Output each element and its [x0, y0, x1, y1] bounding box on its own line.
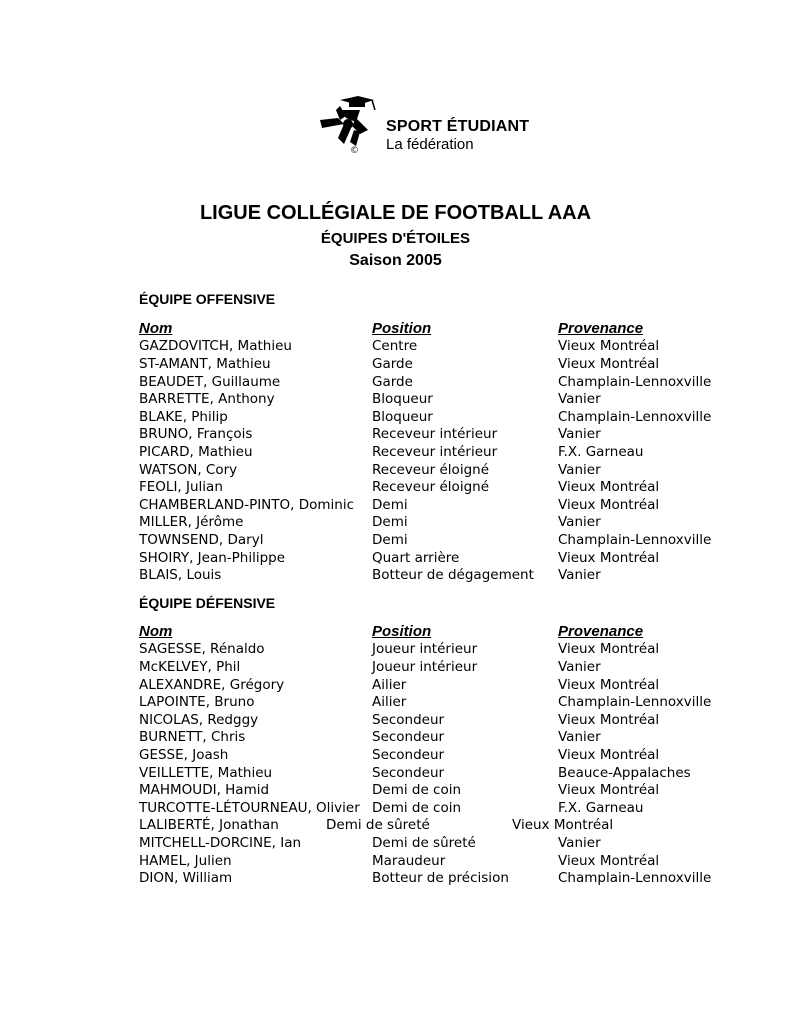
column-header-name: Nom: [139, 623, 173, 641]
player-origin: Vieux Montréal: [558, 549, 660, 566]
player-name: LALIBERTÉ, Jonathan: [139, 817, 279, 834]
player-origin: F.X. Garneau: [558, 799, 644, 816]
logo-name: SPORT ÉTUDIANT: [386, 118, 530, 135]
table-row: [139, 852, 758, 870]
player-origin: Vanier: [558, 834, 601, 851]
player-position: Ailier: [372, 676, 407, 693]
player-origin: Vieux Montréal: [558, 782, 660, 799]
copyright-symbol: ©: [350, 146, 359, 156]
player-position: Botteur de précision: [372, 870, 509, 887]
table-row: [139, 390, 758, 408]
player-name: DION, William: [139, 870, 233, 887]
table-row: [139, 764, 758, 782]
table-row: [139, 641, 758, 659]
defense-roster-table: [139, 623, 758, 887]
offense-roster-table: [139, 320, 758, 584]
player-name: GAZDOVITCH, Mathieu: [139, 338, 292, 355]
player-origin: Vieux Montréal: [558, 479, 660, 496]
logo-subtitle: La fédération: [386, 136, 474, 153]
player-position: Bloqueur: [372, 391, 433, 408]
player-position: Demi: [372, 531, 408, 548]
player-name: BLAIS, Louis: [139, 567, 222, 584]
column-header-position: Position: [372, 623, 432, 641]
table-row: [139, 514, 758, 532]
table-row: [139, 676, 758, 694]
player-position: Secondeur: [372, 729, 445, 746]
table-row: [139, 834, 758, 852]
column-header-origin: Provenance: [558, 320, 644, 338]
player-origin: F.X. Garneau: [558, 443, 644, 460]
player-origin: Champlain-Lennoxville: [558, 870, 712, 887]
player-origin: Champlain-Lennoxville: [558, 373, 712, 390]
player-position: Bloqueur: [372, 408, 433, 425]
table-row: [139, 478, 758, 496]
player-position: Demi: [372, 514, 408, 531]
player-origin: Champlain-Lennoxville: [558, 531, 712, 548]
table-row: [139, 373, 758, 391]
table-row: [139, 729, 758, 747]
table-header-row: [139, 623, 758, 641]
player-position: Garde: [372, 355, 413, 372]
sport-etudiant-logo: [316, 96, 556, 156]
page-subtitle: ÉQUIPES D'ÉTOILES: [320, 230, 471, 247]
player-position: Secondeur: [372, 711, 445, 728]
table-row: [139, 549, 758, 567]
player-origin: Vanier: [558, 514, 601, 531]
player-name: TOWNSEND, Daryl: [139, 531, 264, 548]
table-row: [139, 658, 758, 676]
table-row: [139, 443, 758, 461]
player-position: Joueur intérieur: [372, 641, 478, 658]
player-name: MILLER, Jérôme: [139, 514, 244, 531]
player-position: Demi de sûreté: [372, 834, 476, 851]
player-name: PICARD, Mathieu: [139, 443, 253, 460]
player-name: BRUNO, François: [139, 426, 253, 443]
player-origin: Vanier: [558, 658, 601, 675]
player-name: MAHMOUDI, Hamid: [139, 782, 270, 799]
player-name: NICOLAS, Redggy: [139, 711, 259, 728]
player-name: SHOIRY, Jean-Philippe: [139, 549, 286, 566]
player-position: Receveur intérieur: [372, 443, 498, 460]
player-name: SAGESSE, Rénaldo: [139, 641, 265, 658]
player-name: TURCOTTE-LÉTOURNEAU, Olivier: [139, 799, 360, 816]
player-position: Secondeur: [372, 746, 445, 763]
player-origin: Vieux Montréal: [558, 676, 660, 693]
player-name: BARRETTE, Anthony: [139, 391, 275, 408]
player-position: Receveur intérieur: [372, 426, 498, 443]
player-name: McKELVEY, Phil: [139, 658, 241, 675]
player-position: Quart arrière: [372, 549, 460, 566]
player-name: HAMEL, Julien: [139, 852, 232, 869]
column-header-position: Position: [372, 320, 432, 338]
player-position: Demi de sûreté: [326, 817, 430, 834]
table-row: [139, 408, 758, 426]
player-position: Demi de coin: [372, 782, 462, 799]
player-position: Ailier: [372, 694, 407, 711]
table-row: [139, 531, 758, 549]
player-origin: Beauce-Appalaches: [558, 764, 691, 781]
table-row: [139, 426, 758, 444]
player-position: Garde: [372, 373, 413, 390]
player-origin: Vieux Montréal: [558, 338, 660, 355]
player-name: GESSE, Joash: [139, 746, 229, 763]
player-name: LAPOINTE, Bruno: [139, 694, 255, 711]
player-origin: Vieux Montréal: [558, 355, 660, 372]
player-position: Demi de coin: [372, 799, 462, 816]
player-origin: Vanier: [558, 391, 601, 408]
page-title: LIGUE COLLÉGIALE DE FOOTBALL AAA: [199, 202, 592, 224]
player-name: BEAUDET, Guillaume: [139, 373, 281, 390]
player-name: MITCHELL-DORCINE, Ian: [139, 834, 302, 851]
table-row: [139, 355, 758, 373]
player-origin: Champlain-Lennoxville: [558, 408, 712, 425]
player-position: Receveur éloigné: [372, 479, 489, 496]
table-row: [139, 711, 758, 729]
table-row: [139, 746, 758, 764]
player-position: Maraudeur: [372, 852, 446, 869]
player-origin: Vieux Montréal: [558, 496, 660, 513]
table-row: [139, 693, 758, 711]
player-origin: Vieux Montréal: [558, 641, 660, 658]
table-row: [139, 566, 758, 584]
column-header-origin: Provenance: [558, 623, 644, 641]
table-row: [139, 496, 758, 514]
player-position: Secondeur: [372, 764, 445, 781]
player-origin: Vanier: [558, 461, 601, 478]
player-position: Demi: [372, 496, 408, 513]
table-row: [139, 338, 758, 356]
table-row: [139, 869, 758, 887]
table-row: [139, 799, 758, 817]
player-origin: Vieux Montréal: [558, 711, 660, 728]
player-name: BURNETT, Chris: [139, 729, 246, 746]
player-position: Botteur de dégagement: [372, 567, 534, 584]
player-name: FEOLI, Julian: [139, 479, 223, 496]
season-label: Saison 2005: [349, 252, 442, 269]
table-row: [139, 817, 758, 835]
table-header-row: [139, 320, 758, 338]
player-name: ST-AMANT, Mathieu: [139, 355, 271, 372]
player-origin: Vanier: [558, 567, 601, 584]
player-name: WATSON, Cory: [139, 461, 238, 478]
table-row: [139, 781, 758, 799]
player-origin: Vieux Montréal: [558, 746, 660, 763]
player-name: CHAMBERLAND-PINTO, Dominic: [139, 496, 355, 513]
player-origin: Vieux Montréal: [558, 852, 660, 869]
player-position: Centre: [372, 338, 418, 355]
player-origin: Champlain-Lennoxville: [558, 694, 712, 711]
column-header-name: Nom: [139, 320, 173, 338]
offense-section-title: ÉQUIPE OFFENSIVE: [139, 291, 276, 307]
player-origin: Vanier: [558, 729, 601, 746]
player-name: BLAKE, Philip: [139, 408, 228, 425]
table-row: [139, 461, 758, 479]
defense-section-title: ÉQUIPE DÉFENSIVE: [139, 595, 276, 611]
player-name: VEILLETTE, Mathieu: [139, 764, 273, 781]
player-origin: Vieux Montréal: [512, 817, 614, 834]
player-origin: Vanier: [558, 426, 601, 443]
player-position: Receveur éloigné: [372, 461, 489, 478]
player-position: Joueur intérieur: [372, 658, 478, 675]
player-name: ALEXANDRE, Grégory: [139, 676, 285, 693]
runner-logo-icon: [316, 96, 382, 156]
